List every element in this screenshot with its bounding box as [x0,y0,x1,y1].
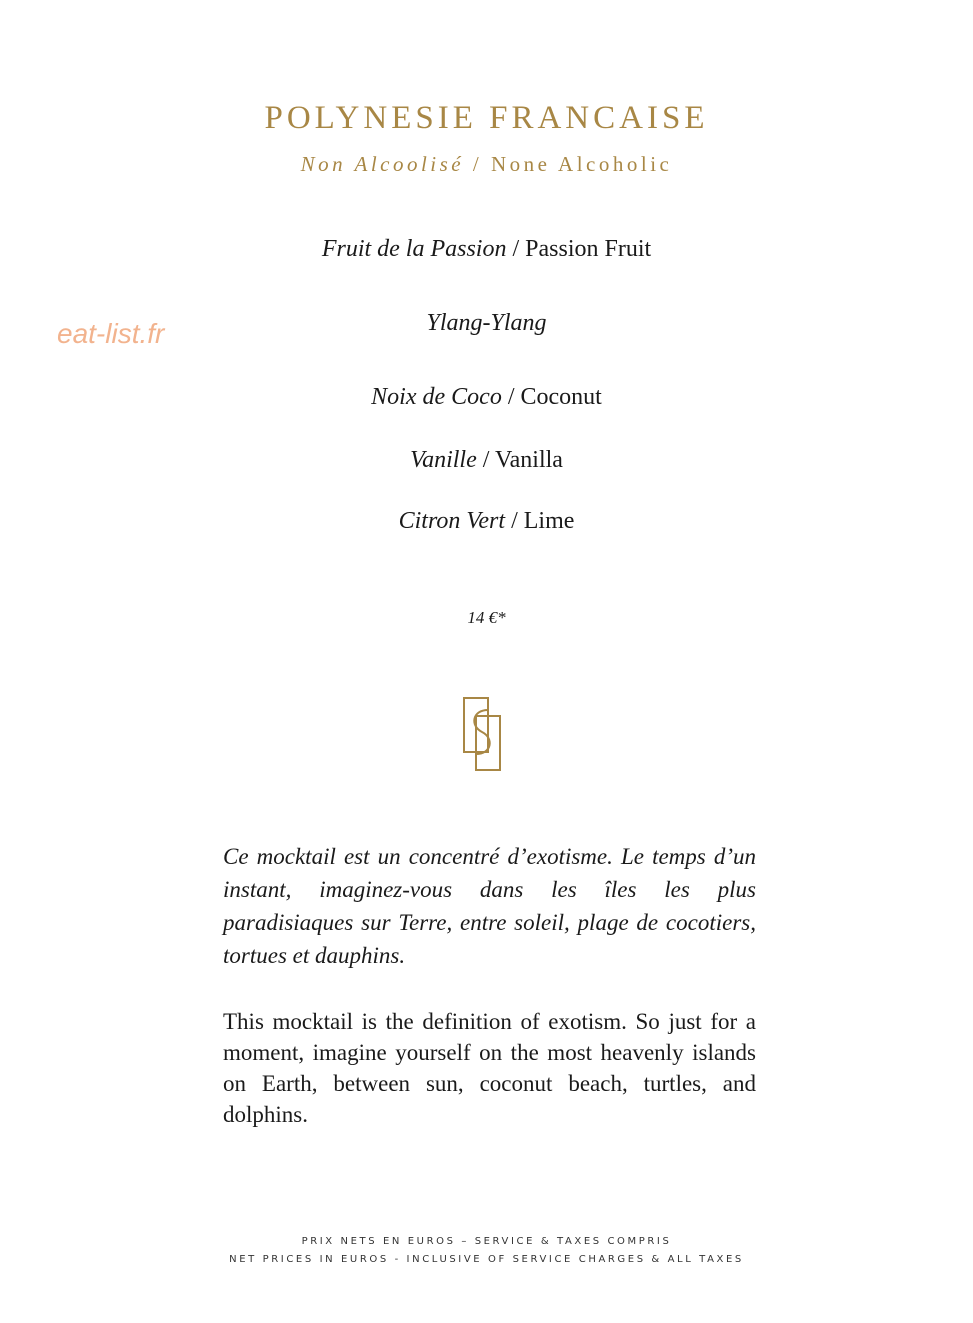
ingredient-lime [0,508,973,535]
footer-line-en: NET PRICES IN EUROS - INCLUSIVE OF SERVICE CHARGES & ALL TAXES [229,1254,744,1265]
ingredient-fr: Vanille [410,447,477,473]
ingredient-fr: Citron Vert [398,508,506,534]
ingredient-separator: / [505,508,524,534]
page-subtitle [0,152,973,177]
ingredient-passion-fruit [0,236,973,263]
ingredient-separator: / [506,236,526,262]
description-en: This mocktail is the definition of exotism. So just for a moment, imagine yourself on the most heavenly islands on Earth, between sun, coconut beach, turtles, and dolphins. [223,1009,756,1127]
subtitle-fr: Non Alcoolisé [300,152,465,176]
watermark-text: eat-list.fr [57,318,165,349]
ingredient-vanilla [0,447,973,474]
ingredient-ylang-ylang [0,310,973,337]
ingredient-separator: / [476,447,495,473]
monogram-logo-icon [462,696,502,772]
subtitle-separator: / [464,152,491,176]
page-title: POLYNESIE FRANCAISE [264,100,709,136]
ingredient-fr: Fruit de la Passion [321,236,507,262]
ingredient-coconut [0,384,973,411]
description-fr: Ce mocktail est un concentré d’exotisme. Le temps d’un instant, imaginez-vous dans les îles les plus paradisiaques sur Terre, entre soleil, plage de cocotiers, tortues et dauphins. [223,844,756,968]
ingredient-separator: / [501,384,521,410]
ingredient-en: Lime [523,508,575,534]
ingredient-fr: Noix de Coco [371,384,502,410]
ingredient-en: Coconut [520,384,602,410]
price: 14 €* [467,608,506,627]
footer-line-fr: PRIX NETS EN EUROS – SERVICE & TAXES COMPRIS [301,1236,672,1247]
ingredient-en: Vanilla [494,447,563,473]
subtitle-en: None Alcoholic [490,152,673,176]
ingredient-en: Passion Fruit [525,236,652,262]
ingredient-fr: Ylang-Ylang [426,310,547,336]
